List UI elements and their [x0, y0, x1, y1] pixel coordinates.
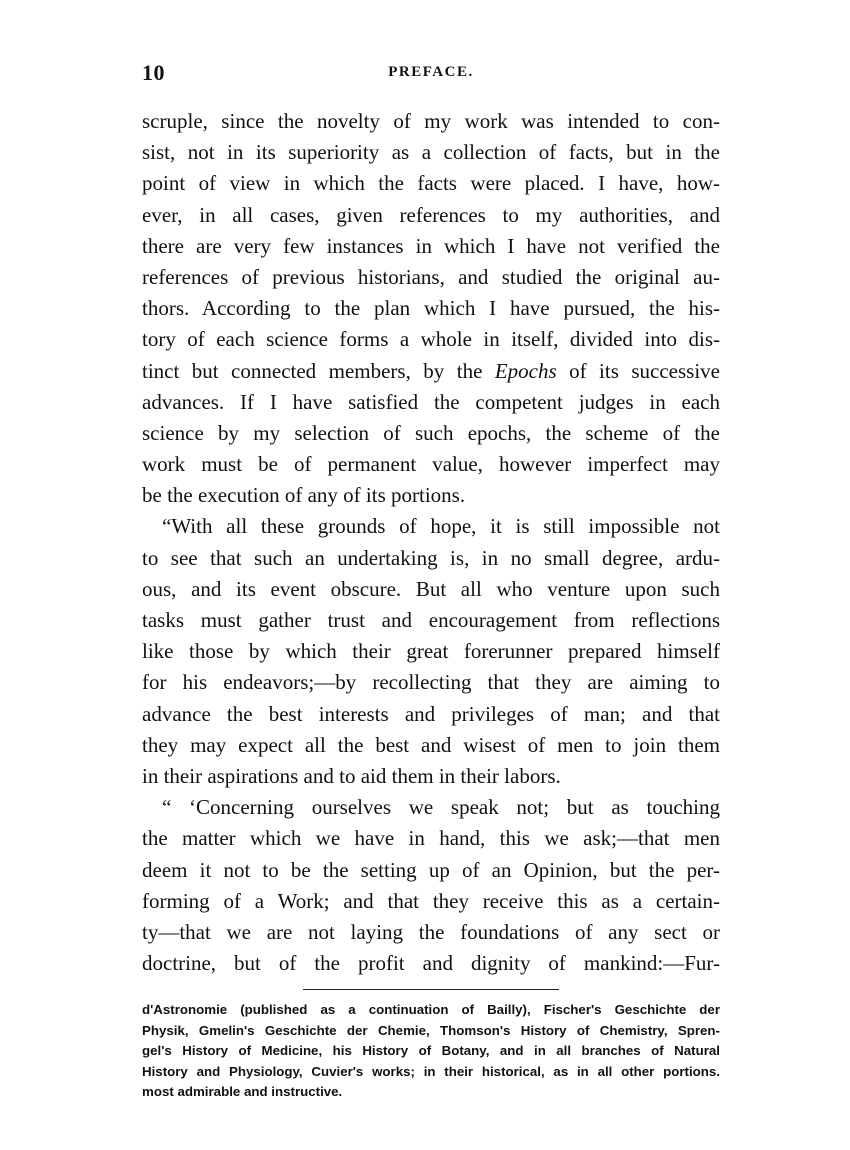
text-line: like those by which their great forerunner prepared himself [142, 639, 720, 664]
page-header [142, 58, 720, 94]
text-line: doctrine, but of the profit and dignity of mankind:—Fur- [142, 951, 720, 976]
footnote-line: Physik, Gmelin's Geschichte der Chemie, Thomson's History of Chemistry, Spren- [142, 1022, 720, 1038]
text-line: ty—that we are not laying the foundations of any sect or [142, 919, 720, 944]
page-number: 10 [142, 60, 165, 85]
footnote-line: History and Physiology, Cuvier's works; in their historical, as in all other portions. [142, 1063, 720, 1079]
footnote-line: d'Astronomie (published as a continuation of Bailly), Fischer's Geschichte der [142, 1002, 720, 1018]
text-segment: tinct but connected members, by the [142, 358, 495, 383]
text-line: deem it not to be the setting up of an Opinion, but the per- [142, 857, 720, 882]
text-line: tory of each science forms a whole in itself, divided into dis- [142, 327, 720, 352]
text-line: advances. If I have satisfied the competent judges in each [142, 389, 720, 414]
text-line: for his endeavors;—by recollecting that they are aiming to [142, 670, 720, 695]
text-line: sist, not in its superiority as a collection of facts, but in the [142, 140, 720, 165]
text-line: advance the best interests and privileges of man; and that [142, 701, 720, 726]
footnote-divider [303, 989, 559, 990]
text-line: there are very few instances in which I have not verified the [142, 233, 720, 258]
text-line: work must be of permanent value, however imperfect may [142, 452, 720, 477]
text-line: in their aspirations and to aid them in their labors. [142, 763, 561, 788]
italic-term: Epochs [494, 358, 557, 383]
text-line: “With all these grounds of hope, it is still impossible not [162, 514, 720, 539]
text-line: “ ‘Concerning ourselves we speak not; but as touching [162, 795, 720, 820]
text-line: to see that such an undertaking is, in no small degree, ardu- [142, 545, 720, 570]
text-line: the matter which we have in hand, this we ask;—that men [142, 826, 720, 851]
text-segment: of its successive [556, 358, 720, 383]
text-line: science by my selection of such epochs, the scheme of the [142, 420, 720, 445]
text-line: be the execution of any of its portions. [142, 483, 466, 508]
book-page [142, 58, 720, 1103]
text-line: tasks must gather trust and encouragement from reflections [142, 608, 720, 632]
running-head: PREFACE. [388, 64, 474, 80]
footnote-line: most admirable and instructive. [142, 1084, 343, 1100]
text-line: scruple, since the novelty of my work was intended to con- [142, 109, 720, 133]
body-text [142, 106, 720, 979]
text-line: thors. According to the plan which I have pursued, the his- [142, 296, 720, 321]
text-line: ever, in all cases, given references to my authorities, and [142, 202, 720, 227]
text-line: forming of a Work; and that they receive this as a certain- [142, 888, 720, 913]
text-line: references of previous historians, and studied the original au- [142, 264, 720, 289]
footnote-line: gel's History of Medicine, his History of Botany, and in all branches of Natural [142, 1043, 720, 1059]
text-line [142, 356, 720, 387]
text-line: ous, and its event obscure. But all who venture upon such [142, 576, 720, 601]
text-line: point of view in which the facts were placed. I have, how- [142, 171, 720, 196]
footnote [142, 1000, 720, 1103]
text-line: they may expect all the best and wisest of men to join them [142, 732, 720, 757]
